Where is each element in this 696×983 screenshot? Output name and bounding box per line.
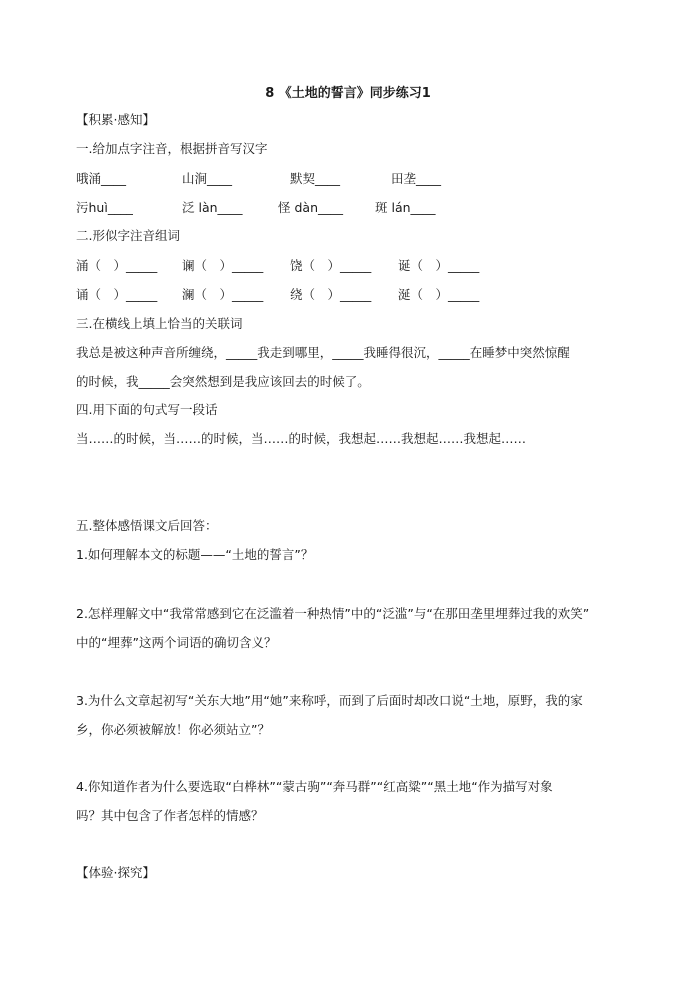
q2-item: 诵（ ）_____	[76, 287, 158, 302]
question-5-item-2-line-2: 中的“埋葬”这两个词语的确切含义？	[76, 635, 277, 650]
question-5-item-3-line-1: 3.为什么文章起初写“关东大地”用“她”来称呼，而到了后面时却改口说“土地，原野，我的家	[76, 693, 583, 708]
q1-item: 默契____	[290, 171, 341, 186]
question-5-item-4-line-2: 吗？其中包含了作者怎样的情感？	[76, 808, 264, 823]
q1-item: 田垄____	[391, 171, 442, 186]
question-5-item-3-line-2: 乡，你必须被解放！你必须站立”？	[76, 722, 270, 737]
question-4-line-1: 当……的时候，当……的时候，当……的时候，我想起……我想起……我想起……	[76, 431, 527, 446]
q1-item: 斑 lán____	[375, 200, 436, 215]
q2-item: 澜（ ）_____	[182, 287, 264, 302]
q1-item: 哦涌____	[76, 171, 127, 186]
question-1-heading: 一.给加点字注音，根据拼音写汉字	[76, 141, 268, 156]
question-3-heading: 三.在横线上填上恰当的关联词	[76, 316, 243, 331]
q2-item: 涎（ ）_____	[398, 287, 480, 302]
question-5-item-4-line-1: 4.你知道作者为什么要选取“白桦林”“蒙古驹”“奔马群”“红高粱”“黑土地“作为描写对象	[76, 779, 553, 794]
question-2-heading: 二.形似字注音组词	[76, 228, 180, 243]
q2-item: 涌（ ）_____	[76, 258, 158, 273]
q2-item: 谰（ ）_____	[182, 258, 264, 273]
section-accumulate-heading: 【积累·感知】	[76, 112, 155, 127]
question-5-item-1: 1.如何理解本文的标题——“土地的誓言”？	[76, 547, 314, 562]
q2-item: 饶（ ）_____	[290, 258, 372, 273]
question-3-line-2: 的时候，我_____会突然想到是我应该回去的时候了。	[76, 374, 370, 389]
question-4-heading: 四.用下面的句式写一段话	[76, 402, 218, 417]
question-5-item-2-line-1: 2.怎样理解文中“我常常感到它在泛滥着一种热情”中的“泛滥”与“在那田垄里埋葬过我的欢笑”	[76, 606, 590, 621]
q1-item: 怪 dàn____	[278, 200, 343, 215]
section-explore-heading: 【体验·探究】	[76, 865, 155, 880]
question-5-heading: 五.整体感悟课文后回答：	[76, 518, 218, 533]
page-title: 8 《土地的誓言》同步练习1	[265, 86, 431, 101]
q1-item: 污huì____	[76, 200, 133, 215]
question-3-line-1: 我总是被这种声音所缠绕，_____我走到哪里，_____我睡得很沉，_____在睡梦中突然惊醒	[76, 345, 570, 360]
q2-item: 诞（ ）_____	[398, 258, 480, 273]
q2-item: 绕（ ）_____	[290, 287, 372, 302]
q1-item: 山涧____	[182, 171, 233, 186]
q1-item: 泛 làn____	[182, 200, 243, 215]
